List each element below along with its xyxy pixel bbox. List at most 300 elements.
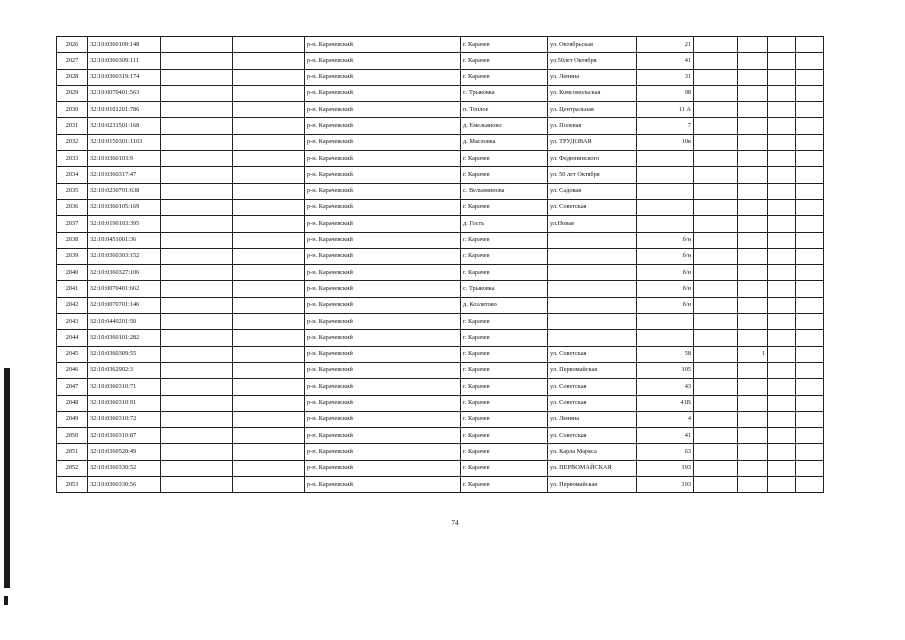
locality-cell: с. Вельяминова [461, 183, 548, 199]
empty-cell [768, 362, 796, 378]
extra-cell [738, 183, 768, 199]
cadastral-number-cell: 32:10:0360309:55 [88, 346, 161, 362]
empty-cell [694, 362, 738, 378]
empty-cell [796, 102, 824, 118]
empty-cell [768, 444, 796, 460]
table-row [57, 53, 824, 69]
empty-cell [161, 118, 233, 134]
district-cell: р-н. Карачевский [305, 118, 461, 134]
empty-cell [796, 297, 824, 313]
cadastral-number-cell: 32:10:0360310:71 [88, 379, 161, 395]
street-cell: ул. Полевая [548, 118, 637, 134]
empty-cell [768, 477, 796, 493]
locality-cell: п. Теплое [461, 102, 548, 118]
empty-cell [694, 411, 738, 427]
house-number-cell: б/н [637, 265, 694, 281]
registry-table-body [57, 37, 824, 493]
extra-cell [738, 134, 768, 150]
empty-cell [768, 167, 796, 183]
street-cell: ул. Советская [548, 379, 637, 395]
extra-cell [738, 330, 768, 346]
extra-cell [738, 314, 768, 330]
row-number-cell: 2037 [57, 216, 88, 232]
house-number-cell [637, 330, 694, 346]
house-number-cell: 41 [637, 428, 694, 444]
empty-cell [694, 167, 738, 183]
row-number-cell: 2043 [57, 314, 88, 330]
house-number-cell: 58 [637, 346, 694, 362]
table-row [57, 248, 824, 264]
district-cell: р-н. Карачевский [305, 314, 461, 330]
table-row [57, 428, 824, 444]
empty-cell [161, 151, 233, 167]
empty-cell [694, 53, 738, 69]
table-row [57, 444, 824, 460]
empty-cell [161, 232, 233, 248]
house-number-cell: 193 [637, 460, 694, 476]
house-number-cell [637, 314, 694, 330]
extra-cell [738, 118, 768, 134]
extra-cell [738, 69, 768, 85]
empty-cell [796, 37, 824, 53]
cadastral-number-cell: 32:10:0360317:47 [88, 167, 161, 183]
house-number-cell: 41В [637, 395, 694, 411]
cadastral-number-cell: 32:10:0101201:786 [88, 102, 161, 118]
empty-cell [161, 297, 233, 313]
empty-cell [233, 134, 305, 150]
locality-cell: с. Трыковка [461, 85, 548, 101]
table-row [57, 134, 824, 150]
empty-cell [796, 477, 824, 493]
empty-cell [694, 444, 738, 460]
row-number-cell: 2046 [57, 362, 88, 378]
empty-cell [796, 411, 824, 427]
empty-cell [768, 102, 796, 118]
empty-cell [233, 330, 305, 346]
empty-cell [796, 314, 824, 330]
street-cell: ул. Советская [548, 346, 637, 362]
district-cell: р-н. Карачевский [305, 199, 461, 215]
cadastral-number-cell: 32:10:0360327:106 [88, 265, 161, 281]
row-number-cell: 2052 [57, 460, 88, 476]
street-cell: ул. Ленина [548, 411, 637, 427]
district-cell: р-н. Карачевский [305, 460, 461, 476]
house-number-cell: 31 [637, 69, 694, 85]
district-cell: р-н. Карачевский [305, 102, 461, 118]
street-cell [548, 232, 637, 248]
district-cell: р-н. Карачевский [305, 134, 461, 150]
cadastral-number-cell: 32:10:0360520:49 [88, 444, 161, 460]
extra-cell [738, 216, 768, 232]
empty-cell [694, 232, 738, 248]
empty-cell [233, 151, 305, 167]
cadastral-number-cell: 32:10:0451001:36 [88, 232, 161, 248]
extra-cell [738, 428, 768, 444]
empty-cell [161, 460, 233, 476]
empty-cell [796, 216, 824, 232]
district-cell: р-н. Карачевский [305, 216, 461, 232]
table-row [57, 362, 824, 378]
extra-cell [738, 85, 768, 101]
street-cell: ул. Советская [548, 395, 637, 411]
house-number-cell [637, 199, 694, 215]
empty-cell [796, 69, 824, 85]
table-row [57, 199, 824, 215]
cadastral-number-cell: 32:10:0440201:50 [88, 314, 161, 330]
row-number-cell: 2044 [57, 330, 88, 346]
street-cell [548, 330, 637, 346]
cadastral-number-cell: 32:10:0360310:72 [88, 411, 161, 427]
empty-cell [694, 85, 738, 101]
row-number-cell: 2038 [57, 232, 88, 248]
empty-cell [768, 428, 796, 444]
empty-cell [694, 183, 738, 199]
table-row [57, 183, 824, 199]
cadastral-number-cell: 32:10:0360330:56 [88, 477, 161, 493]
locality-cell: с. Трыковка [461, 281, 548, 297]
table-row [57, 330, 824, 346]
cadastral-number-cell: 32:10:0150301:1103 [88, 134, 161, 150]
locality-cell: г. Карачев [461, 248, 548, 264]
empty-cell [161, 102, 233, 118]
locality-cell: г. Карачев [461, 477, 548, 493]
empty-cell [161, 379, 233, 395]
empty-cell [796, 248, 824, 264]
empty-cell [768, 411, 796, 427]
district-cell: р-н. Карачевский [305, 281, 461, 297]
empty-cell [694, 395, 738, 411]
table-row [57, 477, 824, 493]
empty-cell [796, 346, 824, 362]
cadastral-number-cell: 32:10:0360105:169 [88, 199, 161, 215]
district-cell: р-н. Карачевский [305, 151, 461, 167]
district-cell: р-н. Карачевский [305, 477, 461, 493]
row-number-cell: 2035 [57, 183, 88, 199]
locality-cell: г. Карачев [461, 265, 548, 281]
cadastral-number-cell: 32:10:0360310:91 [88, 395, 161, 411]
empty-cell [694, 281, 738, 297]
empty-cell [233, 216, 305, 232]
scan-edge-mark-small [4, 596, 8, 605]
street-cell [548, 248, 637, 264]
empty-cell [161, 183, 233, 199]
locality-cell: д. Козлятово [461, 297, 548, 313]
street-cell: ул. Советская [548, 199, 637, 215]
extra-cell [738, 379, 768, 395]
street-cell: ул. ПЕРВОМАЙСКАЯ [548, 460, 637, 476]
empty-cell [233, 183, 305, 199]
empty-cell [233, 232, 305, 248]
extra-cell [738, 37, 768, 53]
empty-cell [796, 281, 824, 297]
table-row [57, 460, 824, 476]
empty-cell [233, 102, 305, 118]
empty-cell [161, 346, 233, 362]
table-row [57, 118, 824, 134]
empty-cell [768, 151, 796, 167]
empty-cell [161, 477, 233, 493]
street-cell: ул. Советская [548, 428, 637, 444]
cadastral-number-cell: 32:10:0070401:662 [88, 281, 161, 297]
row-number-cell: 2031 [57, 118, 88, 134]
table-row [57, 232, 824, 248]
table-row [57, 151, 824, 167]
house-number-cell: 10в [637, 134, 694, 150]
locality-cell: г. Карачев [461, 314, 548, 330]
cadastral-number-cell: 32:10:0360330:52 [88, 460, 161, 476]
extra-cell [738, 460, 768, 476]
empty-cell [796, 151, 824, 167]
empty-cell [161, 395, 233, 411]
empty-cell [768, 118, 796, 134]
street-cell: ул. Федюнинского [548, 151, 637, 167]
table-row [57, 37, 824, 53]
street-cell: ул. Центральная [548, 102, 637, 118]
row-number-cell: 2029 [57, 85, 88, 101]
house-number-cell: 105 [637, 362, 694, 378]
row-number-cell: 2036 [57, 199, 88, 215]
district-cell: р-н. Карачевский [305, 362, 461, 378]
house-number-cell: б/н [637, 281, 694, 297]
empty-cell [161, 37, 233, 53]
empty-cell [768, 53, 796, 69]
empty-cell [694, 102, 738, 118]
row-number-cell: 2051 [57, 444, 88, 460]
table-row [57, 102, 824, 118]
locality-cell: г. Карачев [461, 151, 548, 167]
empty-cell [161, 314, 233, 330]
empty-cell [796, 118, 824, 134]
empty-cell [768, 232, 796, 248]
empty-cell [161, 69, 233, 85]
empty-cell [161, 85, 233, 101]
cadastral-number-cell: 32:10:0360319:174 [88, 69, 161, 85]
row-number-cell: 2034 [57, 167, 88, 183]
row-number-cell: 2041 [57, 281, 88, 297]
row-number-cell: 2028 [57, 69, 88, 85]
empty-cell [233, 118, 305, 134]
empty-cell [233, 346, 305, 362]
extra-cell [738, 199, 768, 215]
empty-cell [768, 37, 796, 53]
locality-cell: д. Масловка [461, 134, 548, 150]
empty-cell [161, 281, 233, 297]
empty-cell [233, 460, 305, 476]
extra-cell [738, 362, 768, 378]
empty-cell [694, 428, 738, 444]
empty-cell [796, 53, 824, 69]
locality-cell: д. Гость [461, 216, 548, 232]
empty-cell [796, 395, 824, 411]
cadastral-number-cell: 32:10:0360109:148 [88, 37, 161, 53]
row-number-cell: 2039 [57, 248, 88, 264]
empty-cell [161, 411, 233, 427]
row-number-cell: 2048 [57, 395, 88, 411]
locality-cell: г. Карачев [461, 444, 548, 460]
house-number-cell: 11 А [637, 102, 694, 118]
district-cell: р-н. Карачевский [305, 265, 461, 281]
extra-cell [738, 265, 768, 281]
empty-cell [233, 69, 305, 85]
table-row [57, 85, 824, 101]
table-row [57, 314, 824, 330]
extra-cell [738, 232, 768, 248]
empty-cell [796, 85, 824, 101]
empty-cell [694, 248, 738, 264]
empty-cell [233, 411, 305, 427]
house-number-cell: 193 [637, 477, 694, 493]
locality-cell: г. Карачев [461, 330, 548, 346]
empty-cell [768, 460, 796, 476]
page-number: 74 [451, 519, 459, 527]
house-number-cell: 21 [637, 37, 694, 53]
empty-cell [768, 330, 796, 346]
cadastral-number-cell: 32:10:0360303:152 [88, 248, 161, 264]
empty-cell [768, 297, 796, 313]
street-cell: ул. Первомайская [548, 362, 637, 378]
street-cell [548, 265, 637, 281]
empty-cell [694, 460, 738, 476]
extra-cell [738, 167, 768, 183]
street-cell: ул. Комсомольская [548, 85, 637, 101]
house-number-cell: б/н [637, 297, 694, 313]
cadastral-number-cell: 32:10:0360309:111 [88, 53, 161, 69]
extra-cell [738, 297, 768, 313]
empty-cell [694, 151, 738, 167]
cadastral-number-cell: 32:10:0070401:563 [88, 85, 161, 101]
empty-cell [694, 379, 738, 395]
locality-cell: г. Карачев [461, 69, 548, 85]
empty-cell [161, 216, 233, 232]
empty-cell [796, 134, 824, 150]
extra-cell [738, 395, 768, 411]
empty-cell [233, 444, 305, 460]
district-cell: р-н. Карачевский [305, 85, 461, 101]
empty-cell [233, 297, 305, 313]
cadastral-number-cell: 32:10:0362902:3 [88, 362, 161, 378]
district-cell: р-н. Карачевский [305, 395, 461, 411]
locality-cell: г. Карачев [461, 167, 548, 183]
cadastral-number-cell: 32:10:0360101:282 [88, 330, 161, 346]
locality-cell: д. Емельяново [461, 118, 548, 134]
empty-cell [694, 216, 738, 232]
locality-cell: г. Карачев [461, 379, 548, 395]
house-number-cell: 43 [637, 379, 694, 395]
house-number-cell: б/н [637, 232, 694, 248]
street-cell: ул. Карла Маркса [548, 444, 637, 460]
locality-cell: г. Карачев [461, 362, 548, 378]
empty-cell [694, 69, 738, 85]
empty-cell [768, 248, 796, 264]
empty-cell [796, 460, 824, 476]
district-cell: р-н. Карачевский [305, 37, 461, 53]
row-number-cell: 2027 [57, 53, 88, 69]
table-row [57, 297, 824, 313]
empty-cell [768, 314, 796, 330]
empty-cell [233, 85, 305, 101]
empty-cell [796, 444, 824, 460]
cadastral-number-cell: 32:10:0190103:395 [88, 216, 161, 232]
empty-cell [796, 167, 824, 183]
empty-cell [161, 53, 233, 69]
empty-cell [694, 297, 738, 313]
empty-cell [694, 314, 738, 330]
table-row [57, 281, 824, 297]
extra-cell [738, 477, 768, 493]
empty-cell [233, 281, 305, 297]
empty-cell [796, 265, 824, 281]
empty-cell [796, 199, 824, 215]
scan-edge-mark [4, 368, 10, 588]
district-cell: р-н. Карачевский [305, 411, 461, 427]
empty-cell [694, 330, 738, 346]
row-number-cell: 2047 [57, 379, 88, 395]
empty-cell [796, 362, 824, 378]
extra-cell [738, 444, 768, 460]
house-number-cell: 4 [637, 411, 694, 427]
street-cell [548, 297, 637, 313]
empty-cell [768, 346, 796, 362]
empty-cell [768, 85, 796, 101]
empty-cell [233, 167, 305, 183]
table-row [57, 346, 824, 362]
empty-cell [233, 53, 305, 69]
empty-cell [694, 199, 738, 215]
house-number-cell: б/н [637, 248, 694, 264]
empty-cell [796, 232, 824, 248]
empty-cell [161, 199, 233, 215]
cadastral-number-cell: 32:10:0070701:146 [88, 297, 161, 313]
empty-cell [161, 248, 233, 264]
empty-cell [768, 216, 796, 232]
empty-cell [233, 314, 305, 330]
locality-cell: г. Карачев [461, 428, 548, 444]
street-cell: ул.Новая [548, 216, 637, 232]
table-row [57, 265, 824, 281]
district-cell: р-н. Карачевский [305, 53, 461, 69]
street-cell: ул. Первомайская [548, 477, 637, 493]
empty-cell [233, 37, 305, 53]
locality-cell: г. Карачев [461, 37, 548, 53]
empty-cell [161, 167, 233, 183]
house-number-cell [637, 167, 694, 183]
street-cell [548, 281, 637, 297]
empty-cell [796, 428, 824, 444]
district-cell: р-н. Карачевский [305, 297, 461, 313]
extra-cell [738, 151, 768, 167]
empty-cell [233, 248, 305, 264]
empty-cell [768, 183, 796, 199]
empty-cell [694, 346, 738, 362]
street-cell: ул. ТРУДОВАЯ [548, 134, 637, 150]
district-cell: р-н. Карачевский [305, 428, 461, 444]
street-cell: ул.50лет Октября [548, 53, 637, 69]
table-row [57, 379, 824, 395]
locality-cell: г. Карачев [461, 232, 548, 248]
row-number-cell: 2030 [57, 102, 88, 118]
house-number-cell: 63 [637, 444, 694, 460]
district-cell: р-н. Карачевский [305, 346, 461, 362]
extra-cell [738, 53, 768, 69]
cadastral-number-cell: 32:10:0360103:9 [88, 151, 161, 167]
empty-cell [161, 134, 233, 150]
row-number-cell: 2049 [57, 411, 88, 427]
empty-cell [161, 444, 233, 460]
district-cell: р-н. Карачевский [305, 330, 461, 346]
district-cell: р-н. Карачевский [305, 69, 461, 85]
extra-cell: 1 [738, 346, 768, 362]
empty-cell [768, 69, 796, 85]
